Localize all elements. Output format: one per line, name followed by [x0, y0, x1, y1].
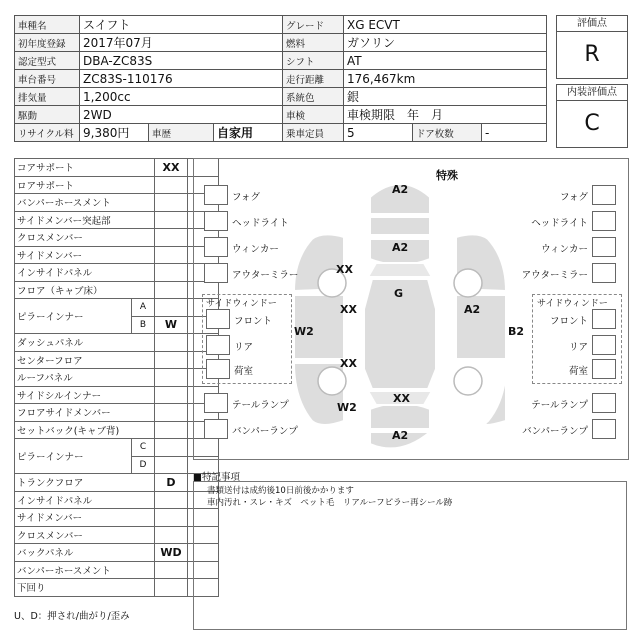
checkbox[interactable]: [204, 263, 228, 283]
part-name: インサイドパネル: [15, 491, 155, 509]
part-sub-label: D: [132, 456, 155, 474]
info-value: ZC83S-110176: [80, 70, 283, 88]
checkbox[interactable]: [206, 335, 230, 355]
checkbox-label: ヘッドライト: [531, 218, 588, 229]
part-sub-label: B: [132, 316, 155, 334]
part-mark: [155, 194, 188, 212]
interior-grade-value: C: [556, 100, 628, 148]
checkbox-label: アウターミラー: [232, 270, 299, 281]
part-mark: [155, 211, 188, 229]
checkbox[interactable]: [592, 237, 616, 257]
part-mark: [155, 491, 188, 509]
part-name: フロア（キャブ床）: [15, 281, 155, 299]
checkbox[interactable]: [206, 309, 230, 329]
checkbox-label: ウィンカー: [541, 244, 588, 255]
part-mark: [155, 579, 188, 597]
info-value: ガソリン: [344, 34, 547, 52]
info-value: 9,380円: [80, 124, 149, 142]
part-mark: [155, 369, 188, 387]
interior-grade-label: 内装評価点: [556, 84, 628, 101]
checkbox[interactable]: [592, 211, 616, 231]
info-label: 認定型式: [15, 52, 80, 70]
part-name: セットバック(キャブ背): [15, 421, 155, 439]
info-label: シフト: [283, 52, 344, 70]
part-mark: W: [155, 316, 188, 334]
part-name: バンパーホースメント: [15, 194, 155, 212]
checkbox-label: テールランプ: [531, 400, 588, 411]
info-label: 駆動: [15, 106, 80, 124]
mark-trunk: XX: [393, 392, 410, 405]
part-name: サイドメンバー突起部: [15, 211, 155, 229]
part-mark: [155, 509, 188, 527]
info-label: 車種名: [15, 16, 80, 34]
notes-header: ■特記事項: [193, 472, 240, 483]
part-name: ロアサポート: [15, 176, 155, 194]
mark-roof: G: [394, 287, 404, 300]
checkbox[interactable]: [592, 335, 616, 355]
notes-section: [193, 470, 627, 630]
part-mark: D: [155, 474, 188, 492]
part-name: ルーフパネル: [15, 369, 155, 387]
part-mark: WD: [155, 544, 188, 562]
mark-rear-bumper: A2: [392, 429, 409, 442]
checkbox[interactable]: [204, 237, 228, 257]
part-name: フロアサイドメンバー: [15, 404, 155, 422]
checkbox-label: ヘッドライト: [232, 218, 289, 229]
checkbox[interactable]: [592, 263, 616, 283]
part-name: サイドメンバー: [15, 509, 155, 527]
part-mark: [155, 246, 188, 264]
part-mark: [155, 264, 188, 282]
checkbox-label: バンパーランプ: [522, 426, 588, 437]
info-label: 車検: [283, 106, 344, 124]
checkbox-label: 荷室: [234, 366, 254, 377]
info-label: 初年度登録: [15, 34, 80, 52]
checkbox[interactable]: [204, 185, 228, 205]
part-name: センターフロア: [15, 351, 155, 369]
part-sub-label: C: [132, 439, 155, 457]
checkbox-label: リア: [234, 342, 254, 353]
part-name: コアサポート: [15, 159, 155, 177]
part-name: トランクフロア: [15, 474, 155, 492]
info-value: AT: [344, 52, 547, 70]
part-mark: [155, 176, 188, 194]
part-name: ピラーインナー: [15, 439, 132, 474]
vehicle-info-table: [14, 15, 547, 142]
checkbox-label: フロント: [549, 316, 588, 327]
part-mark: XX: [155, 159, 188, 177]
info-label: グレード: [283, 16, 344, 34]
part-mark: [155, 561, 188, 579]
checkbox[interactable]: [592, 419, 616, 439]
checkbox-label: フォグ: [232, 192, 261, 203]
info-label: 車歴: [149, 124, 214, 142]
part-mark: [155, 421, 188, 439]
part-name: ダッシュパネル: [15, 334, 155, 352]
part-mark: [155, 229, 188, 247]
mark-rear-left: W2: [337, 401, 357, 414]
part-name: ピラーインナー: [15, 299, 132, 334]
mark-left-outer: W2: [294, 325, 314, 338]
mark-left-rear-door: XX: [340, 357, 357, 370]
part-name: クロスメンバー: [15, 526, 155, 544]
checkbox-label: リア: [568, 342, 588, 353]
info-value: 銀: [344, 88, 547, 106]
checkbox-label: ウィンカー: [232, 244, 279, 255]
left-side-window-label: サイドウィンドー: [206, 299, 277, 309]
mark-left-front-door: XX: [340, 303, 357, 316]
special-label: 特殊: [436, 169, 458, 182]
checkbox[interactable]: [204, 419, 228, 439]
frame-parts-table: [14, 158, 219, 597]
checkbox[interactable]: [204, 211, 228, 231]
part-mark: [155, 281, 188, 299]
part-mark: [155, 404, 188, 422]
notes-line-1: 書類送付は成約後10日前後かかります: [207, 486, 354, 496]
checkbox[interactable]: [206, 359, 230, 379]
part-mark: [155, 351, 188, 369]
part-mark: [155, 439, 188, 457]
grade-label: 評価点: [556, 15, 628, 32]
info-value: スイフト: [80, 16, 283, 34]
notes-line-2: 車内汚れ・スレ・キズ ペット毛 リアルーフピラー再シール跡: [207, 498, 453, 508]
info-label: 車台番号: [15, 70, 80, 88]
part-name: バンパーホースメント: [15, 561, 155, 579]
checkbox-label: アウターミラー: [521, 270, 588, 281]
info-label: リサイクル料: [15, 124, 80, 142]
mark-left-fender: XX: [336, 263, 353, 276]
checkbox-label: 荷室: [568, 366, 588, 377]
info-value: 自家用: [214, 124, 283, 142]
part-name: バックパネル: [15, 544, 155, 562]
part-mark: [155, 456, 188, 474]
info-value: 2017年07月: [80, 34, 283, 52]
info-value: 176,467km: [344, 70, 547, 88]
checkbox[interactable]: [592, 359, 616, 379]
checkbox[interactable]: [592, 185, 616, 205]
mark-right-front-door: A2: [464, 303, 481, 316]
info-value: 2WD: [80, 106, 283, 124]
checkbox-label: フロント: [234, 316, 273, 327]
part-name: インサイドパネル: [15, 264, 155, 282]
part-mark: [155, 386, 188, 404]
info-label: ドア枚数: [413, 124, 482, 142]
info-label: 乗車定員: [283, 124, 344, 142]
checkbox[interactable]: [592, 393, 616, 413]
info-value: DBA-ZC83S: [80, 52, 283, 70]
info-value: XG ECVT: [344, 16, 547, 34]
info-label: 排気量: [15, 88, 80, 106]
car-diagram-panel: [193, 158, 629, 460]
mark-hood: A2: [392, 241, 409, 254]
checkbox-label: テールランプ: [232, 400, 289, 411]
info-value: -: [482, 124, 547, 142]
mark-front-bumper: A2: [392, 183, 409, 196]
checkbox[interactable]: [204, 393, 228, 413]
checkbox-label: バンパーランプ: [232, 426, 298, 437]
part-name: サイドシルインナー: [15, 386, 155, 404]
right-side-window-label: サイドウィンドー: [537, 299, 608, 309]
info-value: 5: [344, 124, 413, 142]
part-name: 下回り: [15, 579, 155, 597]
legend-text: U、D：押され/曲がり/歪み: [14, 611, 130, 622]
part-name: クロスメンバー: [15, 229, 155, 247]
info-label: 系統色: [283, 88, 344, 106]
part-sub-label: A: [132, 299, 155, 317]
mark-right-outer: B2: [508, 325, 525, 338]
info-value: 1,200cc: [80, 88, 283, 106]
checkbox-label: フォグ: [559, 192, 588, 203]
grade-value: R: [556, 31, 628, 79]
part-mark: [155, 526, 188, 544]
part-mark: [155, 334, 188, 352]
info-label: 燃料: [283, 34, 344, 52]
checkbox[interactable]: [592, 309, 616, 329]
info-label: 走行距離: [283, 70, 344, 88]
info-value: 車検期限 年 月: [344, 106, 547, 124]
part-name: サイドメンバー: [15, 246, 155, 264]
part-mark: [155, 299, 188, 317]
